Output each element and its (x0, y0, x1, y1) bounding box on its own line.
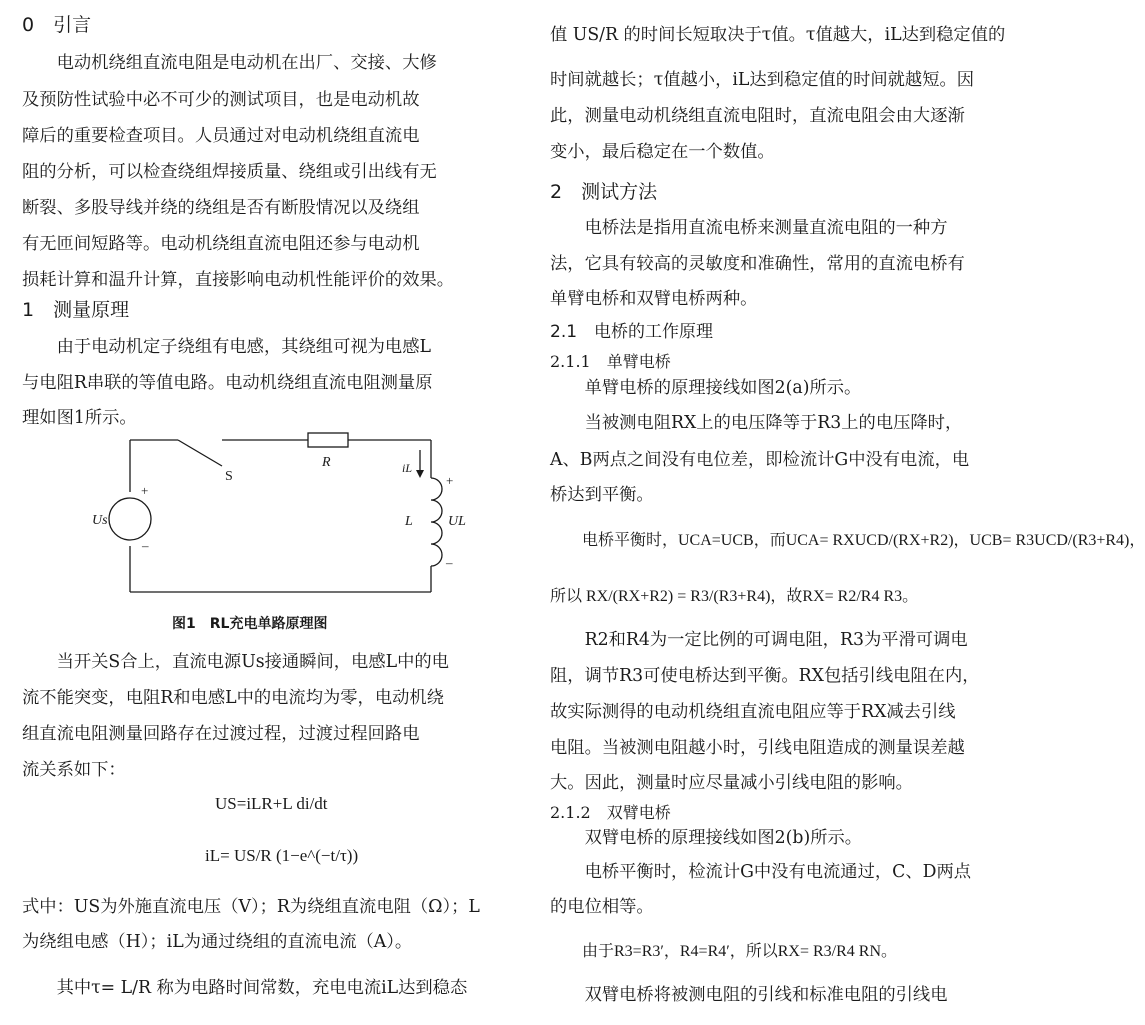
text-line: 由于电动机定子绕组有电感，其绕组可视为电感L (22, 337, 431, 357)
equation-1: US=iLR+L di/dt (215, 794, 328, 813)
section-2-1-2-heading: 2.1.2 双臂电桥 (550, 803, 671, 822)
text-line: 损耗计算和温升计算，直接影响电动机性能评价的效果。 (22, 270, 455, 290)
text-line: 阻，调节R3可使电桥达到平衡。RX包括引线电阻在内， (550, 666, 980, 686)
text-line: 单臂电桥和双臂电桥两种。 (550, 289, 758, 309)
inductor-label: L (405, 514, 413, 529)
text-line: 与电阻R串联的等值电路。电动机绕组直流电阻测量原 (22, 373, 433, 393)
current-label: iL (402, 461, 413, 475)
text-line: 断裂、多股导线并绕的绕组是否有断股情况以及绕组 (22, 198, 420, 218)
text-line: 电阻。当被测电阻越小时，引线电阻造成的测量误差越 (550, 738, 965, 758)
current-arrowhead (416, 470, 424, 478)
equation-2: iL= US/R (1−e^(−t/τ)) (205, 846, 359, 865)
inductor-voltage-label: UL (448, 514, 466, 529)
text-line: 及预防性试验中必不可少的测试项目，也是电动机故 (22, 90, 420, 110)
text-line: 变小，最后稳定在一个数值。 (550, 142, 775, 162)
switch-blade (178, 440, 222, 466)
text-line: 电桥法是指用直流电桥来测量直流电阻的一种方 (550, 218, 948, 238)
text-line: 大。因此，测量时应尽量减小引线电阻的影响。 (550, 773, 913, 793)
text-line: 此，测量电动机绕组直流电阻时，直流电阻会由大逐渐 (550, 106, 965, 126)
text-line: 双臂电桥将被测电阻的引线和标准电阻的引线电 (550, 985, 948, 1005)
ratio-equation: 所以 RX/(RX+R2) = R3/(R3+R4)，故RX= R2/R4 R3。 (550, 588, 919, 605)
text-line: 当被测电阻RX上的电压降等于R3上的电压降时， (550, 413, 963, 433)
figure-1-caption: 图1 RL充电单路原理图 (172, 616, 328, 632)
text-line: 法，它具有较高的灵敏度和准确性，常用的直流电桥有 (550, 254, 965, 274)
text-line: 故实际测得的电动机绕组直流电阻应等于RX减去引线 (550, 702, 956, 722)
source-minus: – (142, 538, 149, 553)
text-line: 双臂电桥的原理接线如图2(b)所示。 (550, 828, 863, 848)
text-line: R2和R4为一定比例的可调电阻，R3为平滑可调电 (550, 630, 968, 650)
source-plus: + (141, 483, 149, 498)
text-line: 电桥平衡时，检流计G中没有电流通过，C、D两点 (550, 862, 972, 882)
text-line: 有无匝间短路等。电动机绕组直流电阻还参与电动机 (22, 234, 420, 254)
section-2-1-heading: 2.1 电桥的工作原理 (550, 322, 714, 342)
switch-label: S (225, 469, 233, 484)
rl-circuit-figure (92, 432, 480, 607)
text-line: 流关系如下： (22, 760, 126, 780)
text-line: 值 US/R 的时间长短取决于τ值。τ值越大，iL达到稳定值的 (550, 25, 1006, 45)
resistor-label: R (322, 455, 331, 470)
text-line: 流不能突变，电阻R和电感L中的电流均为零，电动机绕 (22, 688, 444, 708)
text-line: 时间就越长；τ值越小，iL达到稳定值的时间就越短。因 (550, 70, 975, 90)
text-line: 单臂电桥的原理接线如图2(a)所示。 (550, 378, 862, 398)
text-line: 电动机绕组直流电阻是电动机在出厂、交接、大修 (22, 53, 437, 73)
text-line: 障后的重要检查项目。人员通过对电动机绕组直流电 (22, 126, 420, 146)
text-line: 桥达到平衡。 (550, 485, 654, 505)
inductor-minus: – (446, 555, 453, 570)
section-1-heading: 1 测量原理 (22, 299, 130, 321)
text-line: 为绕组电感（H）；iL为通过绕组的直流电流（A）。 (22, 932, 413, 952)
text-line: 阻的分析，可以检查绕组焊接质量、绕组或引出线有无 (22, 162, 437, 182)
section-2-1-1-heading: 2.1.1 单臂电桥 (550, 352, 671, 371)
section-0-heading: 0 引言 (22, 14, 92, 36)
source-label: Us (92, 513, 108, 528)
voltage-source-symbol (109, 498, 151, 540)
text-line: 式中：US为外施直流电压（V）；R为绕组直流电阻（Ω）；L (22, 897, 480, 917)
text-line: 组直流电阻测量回路存在过渡过程，过渡过程回路电 (22, 724, 420, 744)
section-2-heading: 2 测试方法 (550, 181, 658, 203)
resistor-symbol (308, 433, 348, 447)
text-line: 其中τ= L/R 称为电路时间常数，充电电流iL达到稳态 (22, 978, 468, 998)
text-line: A、B两点之间没有电位差，即检流计G中没有电流，电 (550, 450, 970, 470)
inductor-plus: + (446, 473, 454, 488)
text-line: 当开关S合上，直流电源Us接通瞬间，电感L中的电 (22, 652, 449, 672)
balance-equation: 电桥平衡时，UCA=UCB，而UCA= RXUCD/(RX+R2)，UCB= R3UCD/(R3+R4)， (550, 532, 1145, 549)
text-line: 的电位相等。 (550, 897, 654, 917)
inductor-symbol (431, 478, 442, 566)
double-bridge-equation: 由于R3=R3′，R4=R4′，所以RX= R3/R4 RN。 (550, 943, 898, 960)
text-line: 理如图1所示。 (22, 408, 137, 428)
